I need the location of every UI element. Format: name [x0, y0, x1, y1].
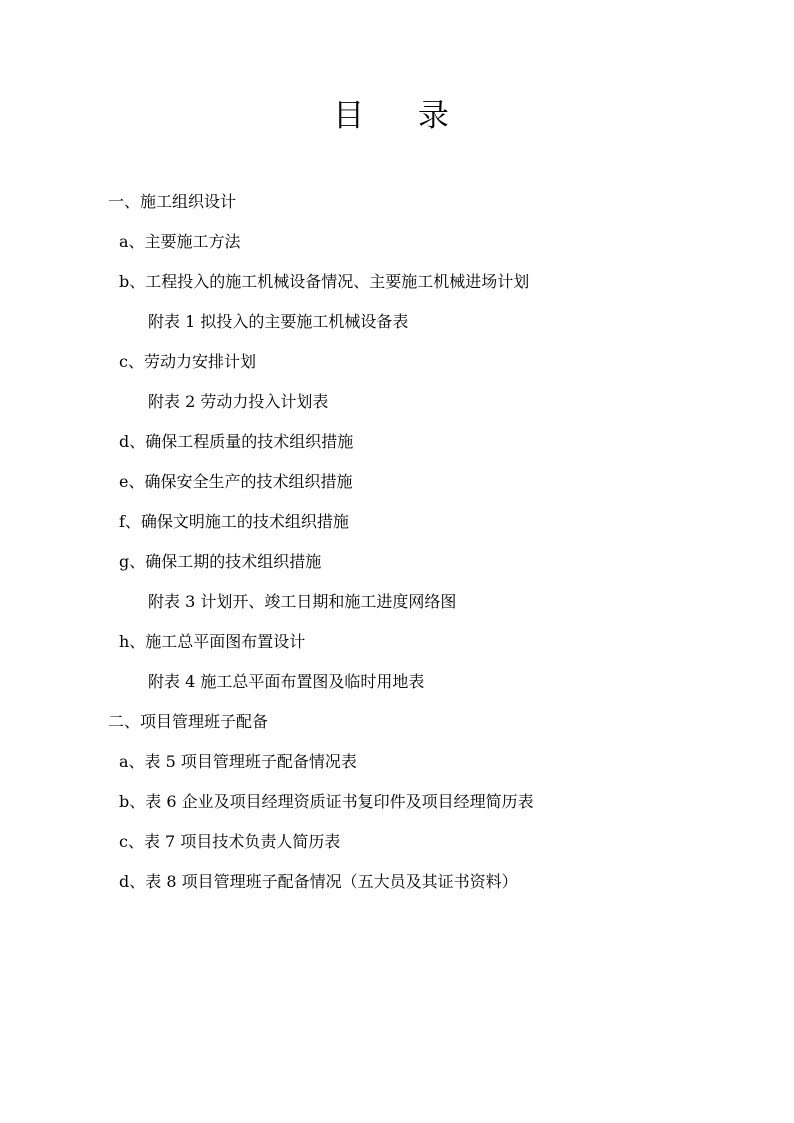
toc-entry: a、主要施工方法 [119, 232, 241, 251]
toc-appendix-entry: 附表 1 拟投入的主要施工机械设备表 [148, 312, 409, 331]
toc-appendix-entry: 附表 2 劳动力投入计划表 [148, 392, 329, 411]
toc-entry: d、表 8 项目管理班子配备情况（五大员及其证书资料） [119, 872, 518, 891]
toc-entry: c、表 7 项目技术负责人简历表 [119, 832, 341, 851]
toc-entry: b、工程投入的施工机械设备情况、主要施工机械进场计划 [119, 272, 530, 291]
toc-entry: h、施工总平面图布置设计 [119, 632, 306, 651]
toc-appendix-entry: 附表 4 施工总平面布置图及临时用地表 [148, 672, 425, 691]
toc-section-heading: 二、项目管理班子配备 [108, 712, 269, 731]
table-of-contents [0, 186, 794, 906]
toc-appendix-entry: 附表 3 计划开、竣工日期和施工进度网络图 [148, 592, 457, 611]
toc-entry: f、确保文明施工的技术组织措施 [119, 512, 349, 531]
toc-entry: e、确保安全生产的技术组织措施 [119, 472, 353, 491]
toc-section-heading: 一、施工组织设计 [108, 192, 237, 211]
toc-entry: b、表 6 企业及项目经理资质证书复印件及项目经理简历表 [119, 792, 534, 811]
page-title: 目 录 [333, 98, 471, 134]
toc-entry: g、确保工期的技术组织措施 [119, 552, 322, 571]
toc-entry: d、确保工程质量的技术组织措施 [119, 432, 354, 451]
toc-entry: c、劳动力安排计划 [119, 352, 256, 371]
toc-entry: a、表 5 项目管理班子配备情况表 [119, 752, 357, 771]
